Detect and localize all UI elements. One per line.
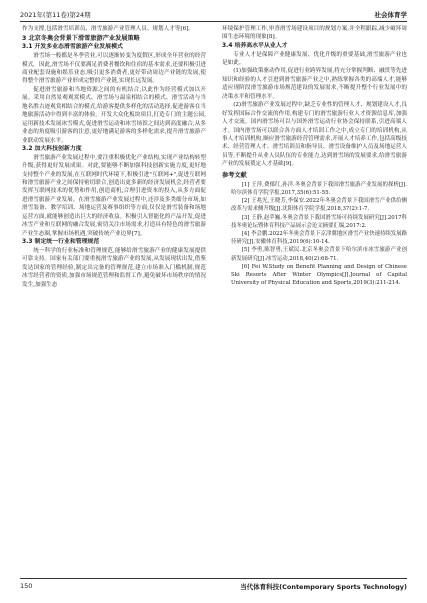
reference-item: [6] Fei W.Study on Benefit Planning and Design of Chinese Ski Resorts After Winter Olympics[J].Journal of Capital University of Physical Education and Sports,2019(3):211-214. bbox=[231, 263, 407, 287]
paragraph: 专业人才是保障产业健康发展、优化升级的重要基础,滑雪旅游产业也是如此。 bbox=[222, 51, 407, 66]
running-header bbox=[20, 8, 407, 20]
header-rule bbox=[20, 21, 407, 22]
subsection-heading-3-3: 3.3 制定统一行业和管理规范 bbox=[22, 239, 100, 246]
section-name: 社会体育学 bbox=[374, 11, 407, 19]
subsection-heading-3-4: 3.4 培养高水平从业人才 bbox=[222, 42, 288, 49]
paragraph: 滑雪旅游产业发展过程中,要注重积极优化产业结构,实现产业结构转型升级,获得更好发展成果。对此,要能够不断加强科技创新实施力度,更好地支持整个产业的发展,在互联网时代环境下,积极引进"互联网+",促进互联网和滑雪旅游产业之间保持密切联合,创造出更多新的经济发展机会,经营者要发挥互联网技术的优势和作用,创造商机,合理引进资本的投入,从多方面促进滑雪旅游产业发展。在滑雪旅游产业发展过程中,还涉及多类细分市场,如滑雪装备、教学培训、场地运营及赛事组织等方面,仅仅是滑雪装备和场地运营方面,就能够创造出巨大的经济收益。积极引入智能化的产品开发,促进冰雪产业和互联网的融合发展,密切关注市场需求,打造具有特色的滑雪旅游产业生态圈,掌握市场机遇,突破传统产业边界[7]。 bbox=[22, 154, 206, 237]
journal-name: 当代体育科技(Contemporary Sports Technology) bbox=[240, 583, 407, 591]
subsection-heading-3-2: 3.2 加大科技创新力度 bbox=[22, 146, 82, 153]
left-column bbox=[22, 25, 206, 289]
subsection-heading-3-1: 3.1 开发多业态滑雪旅游产业发展模式 bbox=[22, 44, 123, 51]
paragraph: 统一科学的行业标准和管理规范,能够给滑雪旅游产业的健康发展提供可靠支持。国家有关部门要重视滑雪旅游产业的发展,从发展现状出发,借鉴发达国家的管理经验,制定出完备的管理规范,建立市场准入门槛机制,规范冰雪经营者的资质,加强市场规范管理和监督工作,避免破坏市场秩序的情况发生,加强生态 bbox=[22, 247, 206, 288]
footer-rule bbox=[20, 578, 407, 579]
paragraph: (2)滑雪旅游产业发展过程中,缺乏专业性的管理人才、规划建设人才,良好发挥国际合作交流的作用,构建专门的滑雪旅游行业人才资源信息库,加强人才交流。国内滑雪场可以与国外滑雪运动行业协会保持联系,引进高端人才。国内滑雪场可以联合各方面人才培训工作之中,成立专门的培训机构,从事人才培训机构,顺应滑雪旅游经营管理需求,开展人才培养工作,包括高级技术、经营管理人才、滑雪培训员和指导员、滑雪设备维护人员及场地运营人员等,不断提升从业人员队伍的专业能力,达到滑雪场的发展要求,给滑雪旅游产业的发展奠定人才基础[9]。 bbox=[222, 102, 407, 168]
reference-item: [1] 王萍,费郁红,孙洋.冬奥会背景下我国滑雪旅游产业发展的探析[J].哈尔滨体育学院学报,2017,35(6):51-55. bbox=[231, 181, 407, 197]
reference-item: [3] 王静,赵苹巍.冬奥会背景下我国滑雪场可持续发展研究[J].2017科技冬奥论坛暨体育科技产品展示会论文摘要汇编,2017:2. bbox=[231, 214, 407, 229]
page-number: 150 bbox=[20, 582, 33, 590]
paragraph: (1)加强政策驱动作用,促进行业跨界发展,将充分掌握判断、融贯等先进知识和经验的人才引进到滑雪旅游产业之中,熟练掌握各类的高端人才,能够适应现阶段滑雪旅游市场规范建设的发展需求,不断提升整个行业发展中的决策水平和管理水平。 bbox=[222, 68, 407, 100]
paragraph: 促进滑雪旅游和当地资源之间的有机结合,以此作为经营模式加以开展。采用自然景观观赏模式、滑雪场与温泉相结合的模式、滑雪活动与当地名胜古迹观赏相结合的模式,给游客提供多样化的活动选择,促进游客在当地旅游活动中得到丰富的体验。开发大众化板块项目,打造专门的主题公园,运用新技术发展冰雪模式,促进滑雪运动和冰雪场馆之间达到高度融合,从多业态的角度吸引游客的注意,更好地满足游客的多样化需求,提升滑雪旅游产业联动发展水平。 bbox=[22, 86, 206, 144]
reference-item: [2] 王兆光,王晓芳,李保安.2022年冬奥会背景下我国滑雪产业供给侧改革与需求侧升级[J].沈阳体育学院学报,2018,37(2):1-7. bbox=[231, 198, 407, 213]
references-heading: 参考文献 bbox=[222, 171, 247, 179]
reference-item: [5] 李勇,陈智勇,王斌民.北京冬奥会背景下哈尔滨市冰雪旅游产业创新发展研究[J].冰雪运动,2018,40(2):68-71. bbox=[231, 247, 407, 262]
section-heading-3: 3 北京冬奥会背景下滑雪旅游产业发展策略 bbox=[22, 35, 140, 43]
paragraph: 滑雪场一般都是冬季营业,可以逐渐转变为度假区,形成全年营业的经营模式。因此,滑雪场不仅要满足消费者餐饮和住宿的基本需求,还要积极引进商业配套设施和娱乐业态,吸引更多消费者,更好带动周边产业链的发展,使得整个滑雪旅游产业形成完整的产业链,实现长远发展。 bbox=[22, 53, 206, 85]
right-column bbox=[222, 25, 407, 287]
paragraph: 环境保护管理工作,审査滑雪场建设项目的规划方案,并全程跟踪,减少破坏周围生态环境的现象[8]。 bbox=[222, 26, 407, 41]
paragraph: 作为支撑,包括滑雪培训员、滑雪旅游产业管理人员、规划人才等[6]。 bbox=[22, 26, 194, 32]
reference-item: [4] 李会鹏.2022年冬奥会背景下京津冀地区滑雪产业快速持续发展路径研究[J].安徽体育科技,2019(6):10-14. bbox=[231, 231, 407, 246]
issue-info: 2021年(第11卷)第24期 bbox=[20, 11, 91, 19]
